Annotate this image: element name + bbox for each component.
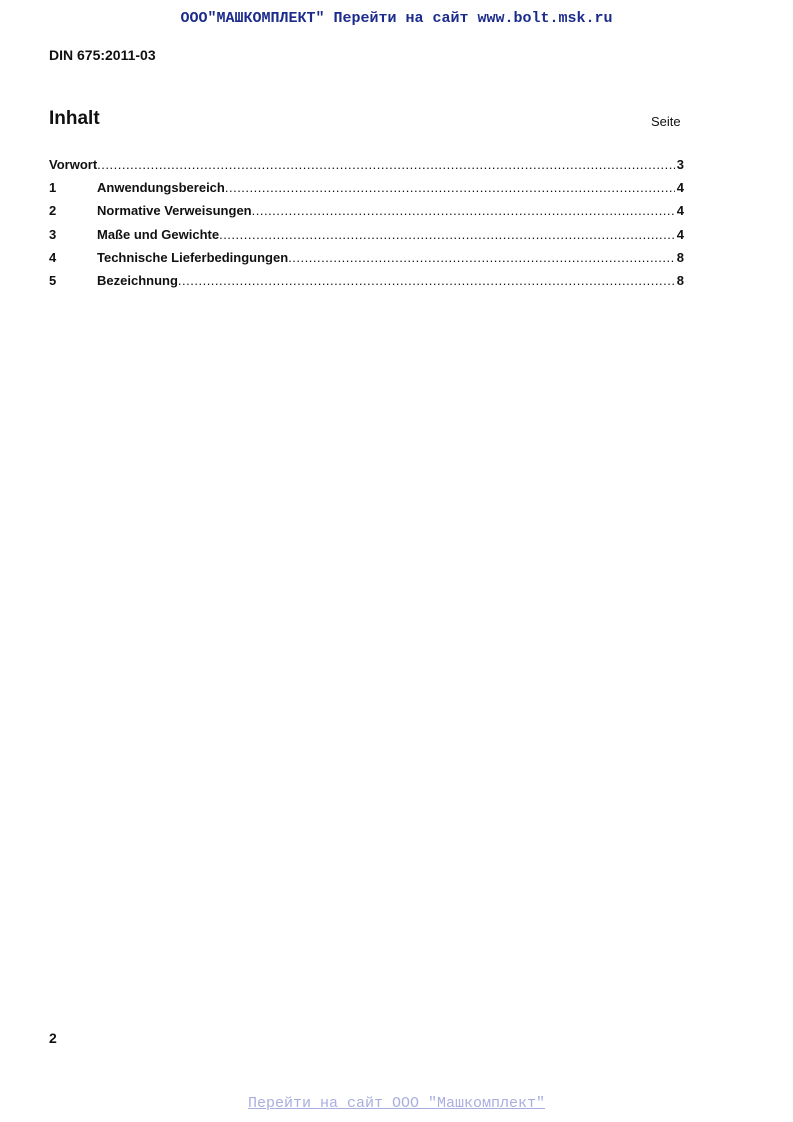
toc-entry-page: 3	[676, 157, 684, 172]
toc-entry-label: Vorwort	[49, 157, 98, 172]
toc-entry-label: Bezeichnung	[97, 272, 178, 288]
toc-entry-vorwort	[49, 157, 684, 180]
toc-entry-page: 8	[676, 249, 684, 265]
toc-entry-label: Technische Lieferbedingungen	[97, 249, 289, 265]
toc-entry-bezeichnung	[49, 273, 684, 296]
page-number: 2	[49, 1030, 57, 1046]
toc-entry-label: Maße und Gewichte	[97, 226, 220, 242]
site-banner-link[interactable]: ООО"МАШКОМПЛЕКТ" Перейти на сайт www.bolt.msk.ru	[180, 10, 613, 27]
toc-entry-normative-verweisungen	[49, 203, 684, 226]
toc-entry-label: Normative Verweisungen	[97, 203, 252, 219]
toc-leader-dots	[219, 227, 675, 242]
toc-page-column-label: Seite	[651, 114, 681, 129]
toc-title: Inhalt	[49, 108, 100, 129]
toc-leader-dots	[252, 203, 675, 218]
document-id: DIN 675:2011-03	[49, 47, 156, 63]
toc-leader-dots	[225, 180, 675, 195]
toc-leader-dots	[288, 250, 675, 265]
toc-entry-page: 4	[676, 226, 684, 242]
toc-entry-page: 4	[676, 203, 684, 219]
footer-site-link[interactable]: Перейти на сайт ООО "Машкомплект"	[247, 1095, 546, 1112]
table-of-contents	[49, 157, 684, 296]
toc-entry-anwendungsbereich	[49, 180, 684, 203]
toc-entry-number: 5	[49, 272, 57, 288]
toc-entry-number: 1	[49, 180, 57, 196]
toc-entry-label: Anwendungsbereich	[97, 180, 225, 196]
toc-entry-page: 4	[676, 180, 684, 196]
toc-leader-dots	[178, 273, 675, 288]
toc-entry-number: 3	[49, 226, 57, 242]
toc-entry-page: 8	[676, 272, 684, 288]
toc-entry-masse-und-gewichte	[49, 227, 684, 250]
toc-entry-number: 2	[49, 203, 57, 219]
toc-leader-dots	[97, 157, 675, 172]
toc-entry-technische-lieferbedingungen	[49, 250, 684, 273]
toc-entry-number: 4	[49, 249, 57, 265]
